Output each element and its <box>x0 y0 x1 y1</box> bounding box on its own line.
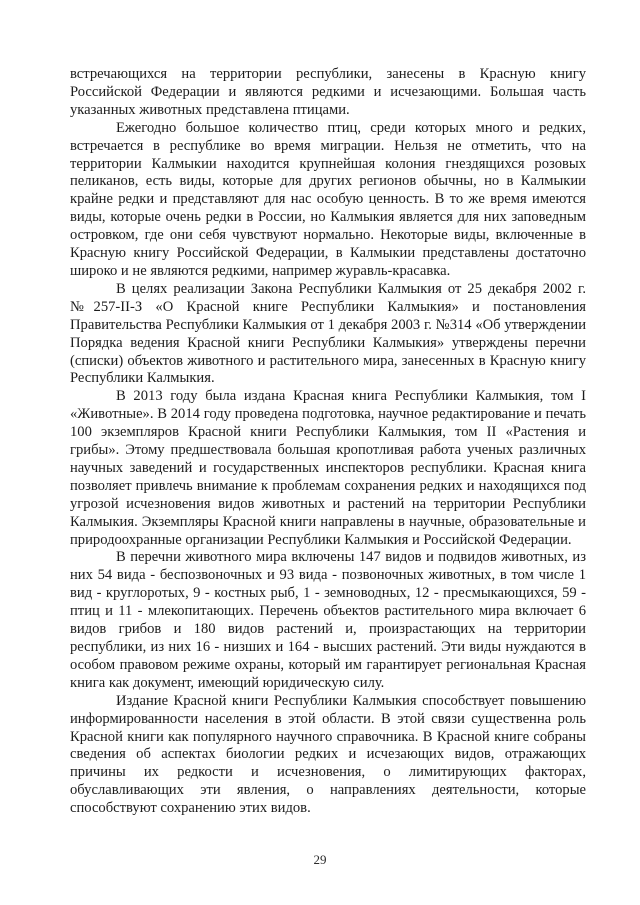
page-body <box>70 66 586 818</box>
paragraph-species-list: В перечни животного мира включены 147 видов и подвидов животных, из них 54 вида - беспозвоночных и 93 вида - позвоночных животных, в том числе 1 вид - круглоротых, 9 - костных рыб, 1 - земноводных, 12 - пресмыкающихся, 59 - птиц и 11 - млекопитающих. Перечень объектов растительного мира включает 6 видов грибов и 180 видов растений и, произрастающих на территории республики, из них 16 - низших и 164 - высших растений. Эти виды нуждаются в особом правовом режиме охраны, который им гарантирует региональная Красная книга как документ, имеющий юридическую силу. <box>70 549 586 691</box>
paragraph-publication: В 2013 году была издана Красная книга Республики Калмыкия, том I «Животные». В 2014 году проведена подготовка, научное редактирование и печать 100 экземпляров Красной книги Республики Калмыкия, том II «Растения и грибы». Этому предшествовала большая кропотливая работа ученых различных научных заведений и государственных инспекторов республики. Красная книга позволяет привлечь внимание к проблемам сохранения редких и находящихся под угрозой исчезновения видов животных и растений на территории Республики Калмыкия. Экземпляры Красной книги направлены в научные, образовательные и природоохранные организации Республики Калмыкия и Российской Федерации. <box>70 388 586 548</box>
paragraph-law: В целях реализации Закона Республики Калмыкия от 25 декабря 2002 г. №257-II-З «О Красной книге Республики Калмыкия» и постановления Правительства Республики Калмыкия от 1 декабря 2003 г. №314 «Об утверждении Порядка ведения Красной книги Республики Калмыкия» утверждены перечни (списки) объектов животного и растительного мира, занесенных в Красную книгу Республики Калмыкия. <box>70 280 586 387</box>
paragraph-awareness: Издание Красной книги Республики Калмыкия способствует повышению информированности населения в этой области. В этой связи существенна роль Красной книги как популярного научного справочника. В Красной книге собраны сведения об аспектах биологии редких и исчезающих видов, отражающих причины их редкости и исчезновения, о лимитирующих факторах, обуславливающих эти явления, о направлениях деятельности, которые способствуют сохранению этих видов. <box>70 692 586 817</box>
paragraph-continuation: встречающихся на территории республики, занесены в Красную книгу Российской Федерации и являются редкими и исчезающими. Большая часть указанных животных представлена птицами. <box>70 66 586 118</box>
page-number: 29 <box>313 852 327 867</box>
paragraph-migration: Ежегодно большое количество птиц, среди которых много и редких, встречается в республике во время миграции. Нельзя не отметить, что на территории Калмыкии находится крупнейшая колония гнездящихся розовых пеликанов, есть виды, которые для других регионов обычны, но в Калмыкии крайне редки и представляют для нас особую ценность. В то же время имеются виды, которые очень редки в России, но Калмыкия является для них заповедным островком, где они себя чувствуют нормально. Некоторые виды, включенные в Красную книгу Российской Федерации, в Калмыкии представлены достаточно широко и не являются редкими, например журавль-красавка. <box>70 119 586 279</box>
